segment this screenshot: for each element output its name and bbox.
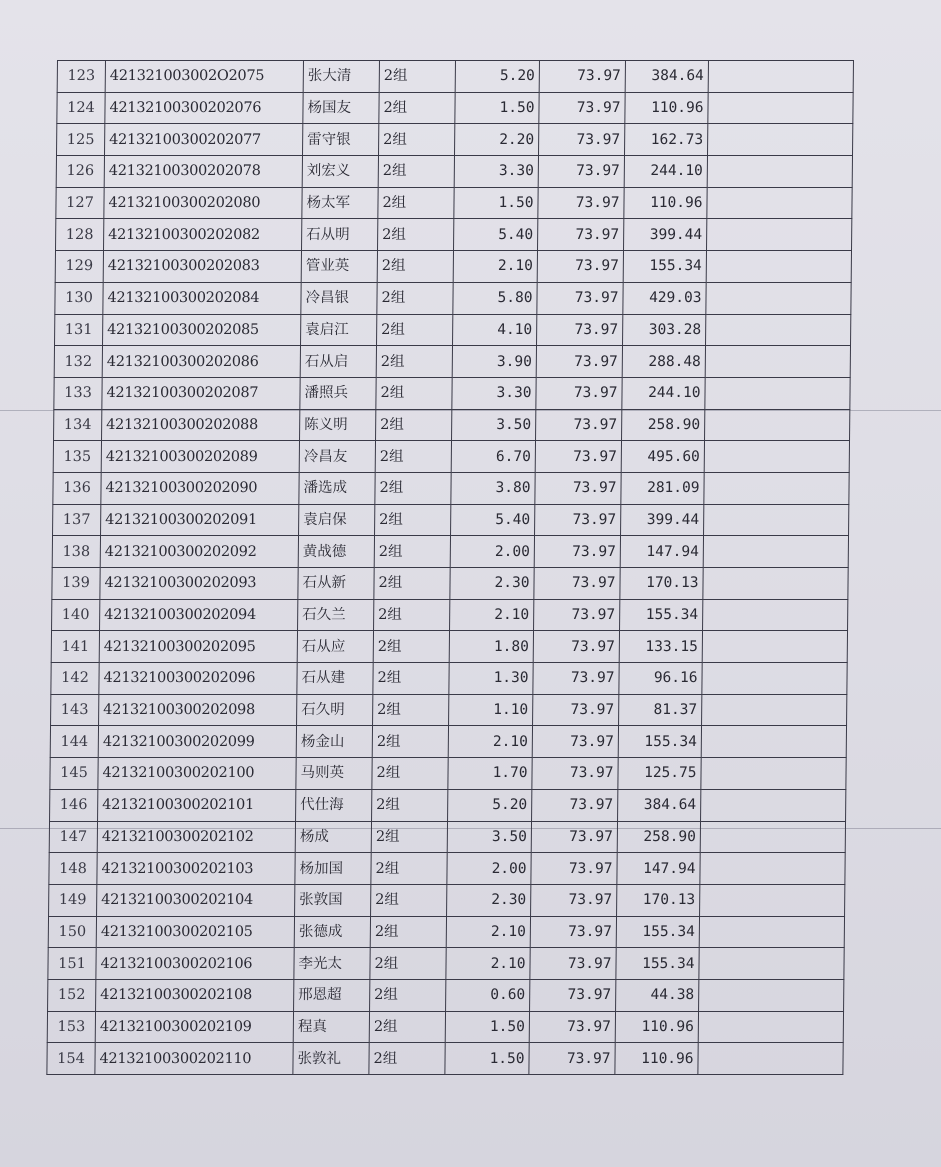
row-number-cell: 145 [50,758,98,790]
amount-cell: 96.16 [619,663,702,695]
blank-cell [704,441,849,473]
name-cell: 刘宏义 [302,156,378,188]
group-cell: 2组 [377,314,453,346]
rate-cell: 73.97 [537,314,623,346]
amount-cell: 399.44 [621,504,704,536]
area-cell: 2.10 [446,916,530,948]
row-number-cell: 147 [49,821,97,853]
table-row [55,314,851,346]
area-cell: 3.90 [452,346,536,378]
rate-cell: 73.97 [536,409,622,441]
area-cell: 5.20 [455,61,539,93]
area-cell: 2.10 [450,599,534,631]
row-number-cell: 125 [56,124,104,156]
name-cell: 邢恩超 [294,979,370,1011]
area-cell: 1.80 [449,631,533,663]
blank-cell [700,884,845,916]
rate-cell: 73.97 [538,156,624,188]
rate-cell: 73.97 [534,568,620,600]
household-id-cell: 42132100300202105 [96,916,294,948]
area-cell: 1.70 [448,758,532,790]
row-number-cell: 144 [50,726,98,758]
table-row [55,251,851,283]
group-cell: 2组 [378,187,454,219]
blank-cell [708,92,853,124]
row-number-cell: 129 [55,251,103,283]
household-id-cell: 42132100300202082 [104,219,302,251]
group-cell: 2组 [376,409,452,441]
area-cell: 3.80 [451,472,535,504]
row-number-cell: 132 [54,346,102,378]
amount-cell: 399.44 [624,219,707,251]
rate-cell: 73.97 [535,504,621,536]
table-row [50,726,846,758]
name-cell: 张敦国 [295,884,371,916]
group-cell: 2组 [373,631,449,663]
table-row [56,124,852,156]
name-cell: 冷昌银 [301,282,377,314]
name-cell: 黄战德 [298,536,374,568]
area-cell: 2.00 [450,536,534,568]
amount-cell: 170.13 [620,568,703,600]
amount-cell: 170.13 [617,884,700,916]
table-row [48,948,844,980]
name-cell: 石从应 [297,631,373,663]
ledger-table [46,60,854,1075]
group-cell: 2组 [378,156,454,188]
group-cell: 2组 [372,789,448,821]
rate-cell: 73.97 [538,219,624,251]
table-row [57,92,853,124]
blank-cell [701,789,846,821]
blank-cell [707,156,852,188]
table-row [53,504,849,536]
area-cell: 1.50 [445,1011,529,1043]
table-row [51,663,847,695]
blank-cell [703,568,848,600]
table-row [48,916,844,948]
amount-cell: 429.03 [623,282,706,314]
area-cell: 2.10 [453,251,537,283]
row-number-cell: 141 [51,631,99,663]
rate-cell: 73.97 [530,948,616,980]
name-cell: 杨国友 [303,92,379,124]
rate-cell: 73.97 [533,663,619,695]
table-row [51,694,847,726]
amount-cell: 125.75 [618,758,701,790]
rate-cell: 73.97 [538,124,624,156]
group-cell: 2组 [372,726,448,758]
table-row [53,441,849,473]
group-cell: 2组 [377,251,453,283]
name-cell: 雷守银 [302,124,378,156]
row-number-cell: 127 [56,187,104,219]
table-row [49,853,845,885]
blank-cell [705,409,850,441]
row-number-cell: 148 [49,853,97,885]
name-cell: 杨成 [295,821,371,853]
blank-cell [701,726,846,758]
blank-cell [706,282,851,314]
household-id-cell: 42132100300202110 [95,1043,293,1075]
table-row [52,568,848,600]
row-number-cell: 153 [47,1011,95,1043]
row-number-cell: 130 [55,282,103,314]
row-number-cell: 133 [54,377,102,409]
name-cell: 石从明 [302,219,378,251]
name-cell: 代仕海 [296,789,372,821]
blank-cell [707,219,852,251]
blank-cell [699,916,844,948]
row-number-cell: 134 [54,409,102,441]
household-id-cell: 42132100300202078 [104,156,302,188]
group-cell: 2组 [370,948,446,980]
name-cell: 杨加国 [295,853,371,885]
area-cell: 2.30 [447,884,531,916]
group-cell: 2组 [379,92,455,124]
name-cell: 张敦礼 [293,1043,369,1075]
rate-cell: 73.97 [538,187,624,219]
rate-cell: 73.97 [536,377,622,409]
household-id-cell: 42132100300202083 [103,251,301,283]
household-id-cell: 42132100300202084 [103,282,301,314]
group-cell: 2组 [375,472,451,504]
blank-cell [699,948,844,980]
rate-cell: 73.97 [535,441,621,473]
group-cell: 2组 [377,282,453,314]
amount-cell: 110.96 [625,92,708,124]
amount-cell: 495.60 [621,441,704,473]
household-id-cell: 42132100300202101 [98,789,296,821]
name-cell: 潘照兵 [300,377,376,409]
household-id-cell: 42132100300202103 [97,853,295,885]
area-cell: 4.10 [453,314,537,346]
amount-cell: 258.90 [622,409,705,441]
blank-cell [702,694,847,726]
area-cell: 6.70 [451,441,535,473]
household-id-cell: 42132100300202106 [96,948,294,980]
group-cell: 2组 [374,599,450,631]
group-cell: 2组 [373,694,449,726]
household-id-cell: 421321003002O2075 [105,61,303,93]
blank-cell [699,979,844,1011]
household-id-cell: 42132100300202099 [98,726,296,758]
rate-cell: 73.97 [532,758,618,790]
group-cell: 2组 [376,377,452,409]
area-cell: 5.20 [448,789,532,821]
blank-cell [707,187,852,219]
household-id-cell: 42132100300202102 [97,821,295,853]
group-cell: 2组 [371,821,447,853]
rate-cell: 73.97 [530,916,616,948]
group-cell: 2组 [374,536,450,568]
table-row [53,472,849,504]
household-id-cell: 42132100300202077 [104,124,302,156]
blank-cell [698,1043,843,1075]
household-id-cell: 42132100300202096 [99,663,297,695]
group-cell: 2组 [369,1011,445,1043]
amount-cell: 155.34 [623,251,706,283]
amount-cell: 110.96 [624,187,707,219]
amount-cell: 288.48 [622,346,705,378]
name-cell: 冷昌友 [299,441,375,473]
household-id-cell: 42132100300202100 [98,758,296,790]
blank-cell [708,61,853,93]
amount-cell: 155.34 [616,948,699,980]
name-cell: 程真 [293,1011,369,1043]
table-row [56,156,852,188]
household-id-cell: 42132100300202104 [97,884,295,916]
row-number-cell: 123 [57,61,105,93]
household-id-cell: 42132100300202095 [99,631,297,663]
rate-cell: 73.97 [535,472,621,504]
amount-cell: 244.10 [622,377,705,409]
group-cell: 2组 [378,219,454,251]
rate-cell: 73.97 [533,631,619,663]
amount-cell: 384.64 [625,61,708,93]
area-cell: 1.50 [445,1043,529,1075]
blank-cell [702,631,847,663]
name-cell: 马则英 [296,758,372,790]
table-row [50,758,846,790]
group-cell: 2组 [376,346,452,378]
area-cell: 1.10 [449,694,533,726]
rate-cell: 73.97 [536,346,622,378]
rate-cell: 73.97 [532,789,618,821]
group-cell: 2组 [371,884,447,916]
amount-cell: 155.34 [616,916,699,948]
blank-cell [706,251,851,283]
name-cell: 陈义明 [300,409,376,441]
row-number-cell: 151 [48,948,96,980]
blank-cell [700,853,845,885]
blank-cell [702,663,847,695]
blank-cell [703,536,848,568]
blank-cell [705,346,850,378]
rate-cell: 73.97 [533,694,619,726]
rate-cell: 73.97 [531,884,617,916]
row-number-cell: 154 [47,1043,95,1075]
blank-cell [707,124,852,156]
household-id-cell: 42132100300202108 [96,979,294,1011]
name-cell: 石从新 [298,568,374,600]
blank-cell [700,821,845,853]
amount-cell: 110.96 [615,1043,698,1075]
rate-cell: 73.97 [529,1043,615,1075]
name-cell: 李光太 [294,948,370,980]
group-cell: 2组 [372,758,448,790]
row-number-cell: 126 [56,156,104,188]
area-cell: 3.50 [452,409,536,441]
table-row [55,282,851,314]
amount-cell: 281.09 [621,472,704,504]
rate-cell: 73.97 [539,61,625,93]
group-cell: 2组 [379,61,455,93]
household-id-cell: 42132100300202086 [102,346,300,378]
area-cell: 0.60 [446,979,530,1011]
row-number-cell: 143 [51,694,99,726]
amount-cell: 258.90 [617,821,700,853]
household-id-cell: 42132100300202091 [101,504,299,536]
household-id-cell: 42132100300202092 [100,536,298,568]
blank-cell [705,377,850,409]
area-cell: 1.30 [449,663,533,695]
table-row [48,979,844,1011]
area-cell: 3.30 [452,377,536,409]
table-row [56,187,852,219]
group-cell: 2组 [375,504,451,536]
blank-cell [701,758,846,790]
ledger-body [47,61,854,1075]
table-row [54,377,850,409]
amount-cell: 44.38 [616,979,699,1011]
blank-cell [698,1011,843,1043]
table-row [51,631,847,663]
table-row [52,536,848,568]
area-cell: 2.20 [454,124,538,156]
table-row [49,884,845,916]
amount-cell: 303.28 [623,314,706,346]
table-row [54,409,850,441]
table-row [47,1043,843,1075]
area-cell: 2.00 [447,853,531,885]
area-cell: 1.50 [454,187,538,219]
amount-cell: 110.96 [615,1011,698,1043]
group-cell: 2组 [370,979,446,1011]
name-cell: 石久明 [297,694,373,726]
name-cell: 管业英 [301,251,377,283]
amount-cell: 162.73 [624,124,707,156]
row-number-cell: 146 [50,789,98,821]
rate-cell: 73.97 [537,282,623,314]
table-row [47,1011,843,1043]
name-cell: 袁启保 [299,504,375,536]
household-id-cell: 42132100300202087 [102,377,300,409]
name-cell: 潘选成 [299,472,375,504]
row-number-cell: 137 [53,504,101,536]
rate-cell: 73.97 [532,726,618,758]
group-cell: 2组 [375,441,451,473]
name-cell: 张大清 [303,61,379,93]
amount-cell: 155.34 [620,599,703,631]
table-row [49,821,845,853]
row-number-cell: 140 [52,599,100,631]
area-cell: 2.10 [448,726,532,758]
name-cell: 石久兰 [298,599,374,631]
table-row [56,219,852,251]
area-cell: 3.50 [447,821,531,853]
household-id-cell: 42132100300202109 [95,1011,293,1043]
household-id-cell: 42132100300202098 [99,694,297,726]
group-cell: 2组 [378,124,454,156]
group-cell: 2组 [373,663,449,695]
area-cell: 2.10 [446,948,530,980]
amount-cell: 147.94 [617,853,700,885]
row-number-cell: 136 [53,472,101,504]
row-number-cell: 150 [48,916,96,948]
row-number-cell: 138 [52,536,100,568]
row-number-cell: 142 [51,663,99,695]
household-id-cell: 42132100300202089 [101,441,299,473]
area-cell: 2.30 [450,568,534,600]
household-id-cell: 42132100300202080 [104,187,302,219]
name-cell: 石从启 [300,346,376,378]
row-number-cell: 135 [53,441,101,473]
name-cell: 袁启江 [301,314,377,346]
group-cell: 2组 [371,853,447,885]
household-id-cell: 42132100300202088 [102,409,300,441]
rate-cell: 73.97 [534,599,620,631]
table-row [52,599,848,631]
row-number-cell: 139 [52,568,100,600]
row-number-cell: 128 [56,219,104,251]
rate-cell: 73.97 [530,979,616,1011]
table-row [54,346,850,378]
name-cell: 张德成 [294,916,370,948]
rate-cell: 73.97 [531,853,617,885]
household-id-cell: 42132100300202090 [101,472,299,504]
area-cell: 1.50 [455,92,539,124]
area-cell: 5.40 [454,219,538,251]
household-id-cell: 42132100300202076 [105,92,303,124]
amount-cell: 133.15 [619,631,702,663]
amount-cell: 81.37 [619,694,702,726]
rate-cell: 73.97 [539,92,625,124]
area-cell: 5.80 [453,282,537,314]
area-cell: 3.30 [454,156,538,188]
amount-cell: 155.34 [618,726,701,758]
household-id-cell: 42132100300202094 [100,599,298,631]
name-cell: 石从建 [297,663,373,695]
amount-cell: 384.64 [618,789,701,821]
amount-cell: 147.94 [620,536,703,568]
rate-cell: 73.97 [531,821,617,853]
blank-cell [704,472,849,504]
rate-cell: 73.97 [534,536,620,568]
row-number-cell: 149 [49,884,97,916]
area-cell: 5.40 [451,504,535,536]
table-row [50,789,846,821]
name-cell: 杨金山 [296,726,372,758]
group-cell: 2组 [370,916,446,948]
rate-cell: 73.97 [529,1011,615,1043]
blank-cell [706,314,851,346]
household-id-cell: 42132100300202085 [103,314,301,346]
blank-cell [703,599,848,631]
household-id-cell: 42132100300202093 [100,568,298,600]
amount-cell: 244.10 [624,156,707,188]
rate-cell: 73.97 [537,251,623,283]
group-cell: 2组 [369,1043,445,1075]
group-cell: 2组 [374,568,450,600]
blank-cell [704,504,849,536]
row-number-cell: 131 [55,314,103,346]
table-row [57,61,853,93]
row-number-cell: 124 [57,92,105,124]
row-number-cell: 152 [48,979,96,1011]
name-cell: 杨太军 [302,187,378,219]
